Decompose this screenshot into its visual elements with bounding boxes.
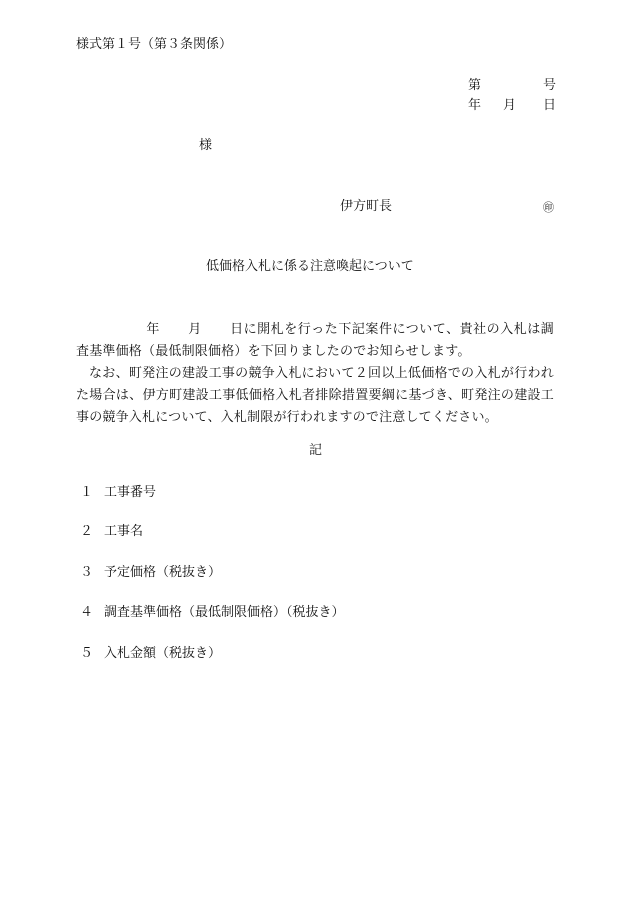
item-label: 工事名: [104, 524, 144, 539]
item-number: ５: [80, 646, 94, 661]
form-label: 様式第１号（第３条関係）: [76, 37, 233, 52]
list-item: [80, 645, 221, 663]
date-month: 月: [503, 98, 517, 113]
intro-text: 日に開札を行った下記案件について、貴社の入札は調査基準価格（最低制限価格）を下回りましたのでお知らせします。: [76, 322, 555, 359]
intro-year: 年: [146, 322, 160, 337]
addressee-suffix: 様: [199, 138, 213, 153]
date-day: 日: [543, 98, 557, 113]
ki-heading: 記: [309, 443, 323, 458]
doc-number-prefix: 第: [468, 78, 482, 93]
seal-mark: ㊞: [543, 201, 554, 214]
item-label: 工事番号: [104, 485, 157, 500]
document-title: 低価格入札に係る注意喚起について: [206, 259, 414, 274]
list-item: [80, 604, 345, 622]
list-item: [80, 564, 221, 582]
list-item: [80, 523, 143, 541]
item-number: １: [80, 485, 94, 500]
intro-month: 月: [187, 322, 202, 337]
item-number: ２: [80, 524, 94, 539]
list-item: [80, 484, 156, 502]
item-number: ３: [80, 565, 94, 580]
date-year: 年: [468, 98, 482, 113]
item-number: ４: [80, 605, 94, 620]
sender-name: 伊方町長: [340, 199, 393, 214]
doc-number-suffix: 号: [543, 78, 557, 93]
item-label: 入札金額（税抜き）: [104, 646, 222, 661]
item-label: 調査基準価格（最低制限価格）（税抜き）: [104, 605, 345, 620]
notice-paragraph: なお、町発注の建設工事の競争入札において２回以上低価格での入札が行われた場合は、伊方町建設工事低価格入札者排除措置要綱に基づき、町発注の建設工事の競争入札について、入札制限が行われますので注意してください。: [76, 366, 554, 425]
item-label: 予定価格（税抜き）: [104, 565, 222, 580]
intro-paragraph: [76, 319, 554, 363]
